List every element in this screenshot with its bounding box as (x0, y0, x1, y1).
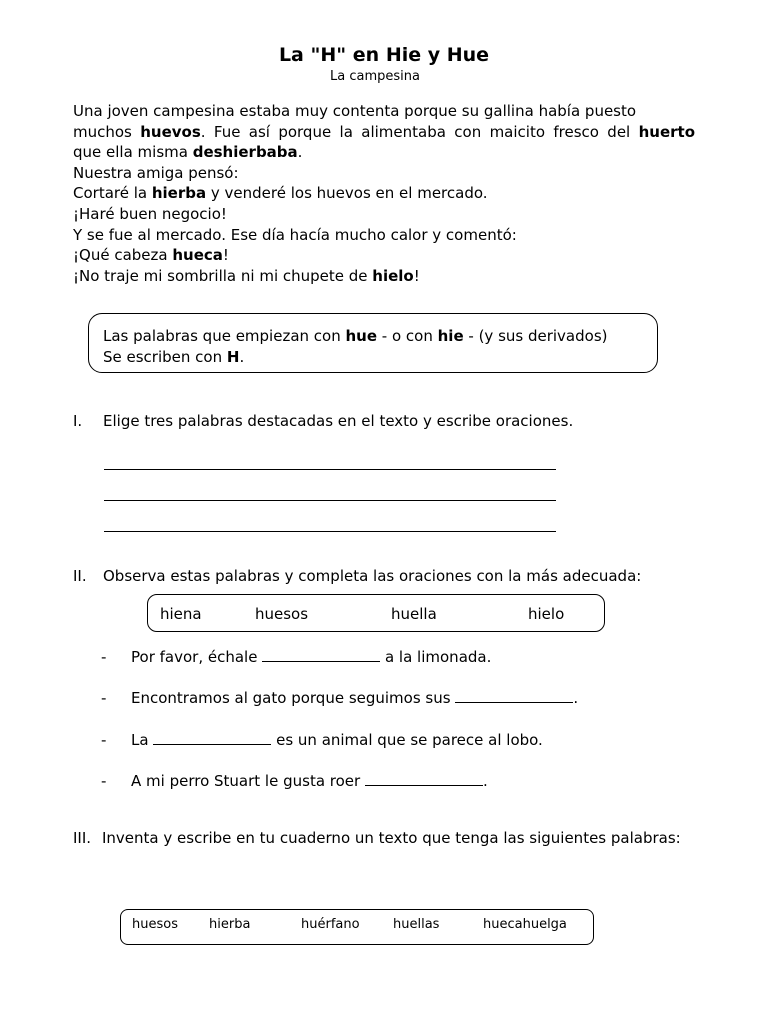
section-1-instruction: Elige tres palabras destacadas en el texto y escribe oraciones. (103, 412, 574, 430)
bullet-dash: - (101, 648, 107, 666)
sentence-text: . (573, 689, 579, 707)
rule-text-fragment: Las palabras que empiezan con (103, 327, 346, 345)
story-line-9 (73, 266, 695, 287)
rule-prefix-hie: hie (437, 327, 464, 345)
fill-blank[interactable] (365, 771, 483, 786)
rule-line-1 (103, 326, 643, 347)
story-line-8 (73, 245, 695, 266)
fill-blank[interactable] (262, 647, 380, 662)
story-line-1: Una joven campesina estaba muy contenta porque su gallina había puesto (73, 102, 637, 120)
sentence-text: . (482, 772, 488, 790)
rule-text-fragment: Se escriben con (103, 348, 227, 366)
highlight-word-hueca: hueca (172, 246, 223, 265)
story-text-fragment: . (297, 143, 303, 162)
section-3-instruction: Inventa y escribe en tu cuaderno un texto que tenga las siguientes palabras: (102, 829, 681, 847)
section-1-heading (73, 411, 695, 432)
sentence-text: Encontramos al gato porque seguimos sus (131, 689, 456, 707)
word-bank-word: huella (391, 605, 437, 623)
section-2-heading (73, 566, 695, 587)
story-text-fragment: ! (222, 246, 229, 265)
rule-letter-h: H (226, 348, 240, 366)
section-1-number: I. (73, 412, 83, 430)
answer-line-3[interactable] (104, 531, 556, 532)
rule-text-fragment: - o con (377, 327, 438, 345)
highlight-word-huevos: huevos (140, 122, 201, 141)
answer-line-1[interactable] (104, 469, 556, 470)
bullet-dash: - (101, 772, 107, 790)
bullet-dash: - (101, 689, 107, 707)
bullet-dash: - (101, 731, 107, 749)
story-line-7: Y se fue al mercado. Ese día hacía mucho calor y comentó: (73, 225, 517, 244)
word-bank-word: huecahuelga (483, 917, 567, 932)
sentence-text: Por favor, échale (131, 648, 263, 666)
highlight-word-deshierbaba: deshierbaba (192, 143, 298, 162)
story-text-fragment: y venderé los huevos en el mercado. (206, 184, 488, 203)
sentence-text: La (131, 731, 154, 749)
rule-text-fragment: - (y sus derivados) (463, 327, 608, 345)
sentence-text: A mi perro Stuart le gusta roer (131, 772, 365, 790)
word-bank-word: hierba (209, 917, 251, 932)
highlight-word-hierba: hierba (151, 184, 207, 203)
story-text (73, 101, 695, 286)
section-2-number: II. (73, 567, 87, 585)
story-line-5 (73, 183, 695, 204)
section-2-instruction: Observa estas palabras y completa las oraciones con la más adecuada: (103, 567, 642, 585)
highlight-word-huerto: huerto (638, 122, 695, 141)
section-3-number: III. (73, 829, 92, 847)
rule-text-fragment: . (239, 348, 245, 366)
story-line-2 (73, 122, 695, 143)
word-bank-word: huesos (132, 917, 178, 932)
sentence-text: a la limonada. (380, 648, 492, 666)
rule-line-2 (103, 347, 643, 368)
story-line-3 (73, 142, 695, 163)
word-bank-section-2 (147, 594, 605, 632)
word-bank-word: huellas (393, 917, 440, 932)
fill-blank[interactable] (455, 688, 573, 703)
word-bank-word: hielo (528, 605, 565, 623)
story-text-fragment: muchos (73, 122, 141, 141)
story-text-fragment: ! (413, 266, 420, 285)
story-text-fragment: Cortaré la (73, 184, 152, 203)
word-bank-word: huesos (255, 605, 309, 623)
word-bank-word: hiena (160, 605, 202, 623)
word-bank-section-3 (120, 909, 594, 945)
rule-prefix-hue: hue (345, 327, 378, 345)
answer-line-2[interactable] (104, 500, 556, 501)
spelling-rule-box (88, 313, 658, 373)
page-title: La "H" en Hie y Hue (278, 44, 490, 66)
story-text-fragment: que ella misma (73, 143, 193, 162)
sentence-text: es un animal que se parece al lobo. (271, 731, 543, 749)
word-bank-word: huérfano (301, 917, 360, 932)
page-subtitle: La campesina (330, 69, 420, 84)
story-text-fragment: . Fue así porque la alimentaba con maicito fresco del (200, 122, 639, 141)
story-text-fragment: ¡No traje mi sombrilla ni mi chupete de (73, 266, 373, 285)
story-line-4: Nuestra amiga pensó: (73, 163, 239, 182)
fill-blank[interactable] (153, 730, 271, 745)
story-text-fragment: ¡Qué cabeza (73, 246, 173, 265)
highlight-word-hielo: hielo (372, 266, 414, 285)
story-line-6: ¡Haré buen negocio! (73, 204, 227, 223)
